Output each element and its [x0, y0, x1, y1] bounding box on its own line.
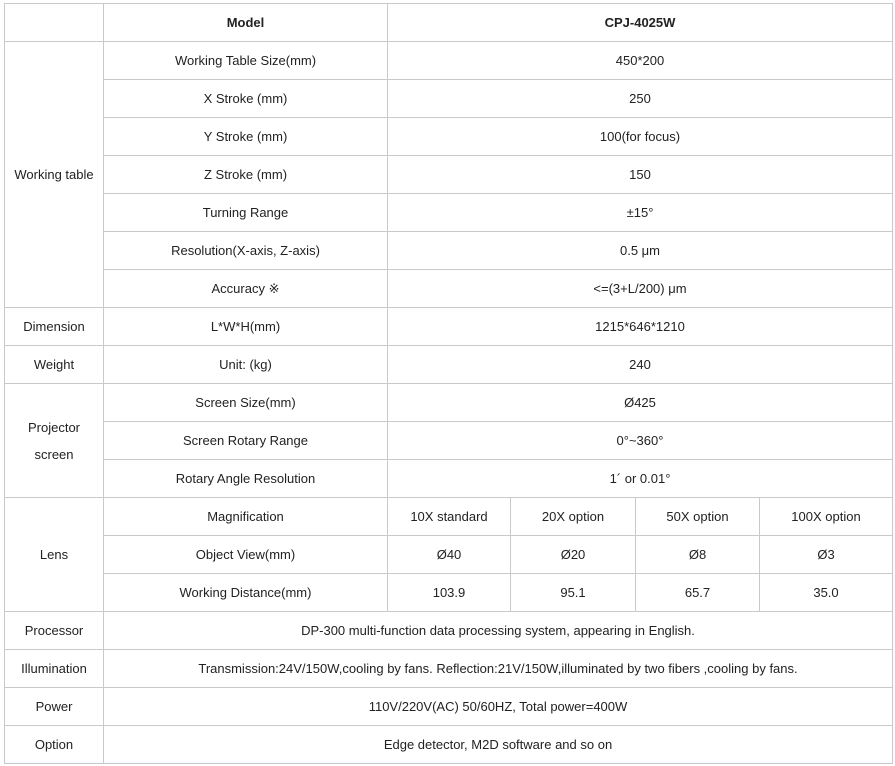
table-row	[5, 42, 893, 80]
category-illumination: Illumination	[5, 650, 104, 688]
model-value: CPJ-4025W	[388, 4, 893, 42]
category-lens: Lens	[5, 498, 104, 612]
category-option: Option	[5, 726, 104, 764]
lens-cell: 103.9	[388, 574, 511, 612]
spec-label: Object View(mm)	[104, 536, 388, 574]
table-row	[5, 118, 893, 156]
spec-label: Working Distance(mm)	[104, 574, 388, 612]
table-row	[5, 270, 893, 308]
spec-value: 110V/220V(AC) 50/60HZ, Total power=400W	[104, 688, 893, 726]
lens-cell: 35.0	[760, 574, 893, 612]
category-projector-screen: Projector screen	[5, 384, 104, 498]
table-row-processor	[5, 612, 893, 650]
spec-label: Rotary Angle Resolution	[104, 460, 388, 498]
spec-label: Magnification	[104, 498, 388, 536]
table-row	[5, 232, 893, 270]
spec-value: Transmission:24V/150W,cooling by fans. Reflection:21V/150W,illuminated by two fibers ,cooling by fans.	[104, 650, 893, 688]
lens-cell: Ø3	[760, 536, 893, 574]
lens-cell: 50X option	[636, 498, 760, 536]
table-row	[5, 194, 893, 232]
spec-value: 1215*646*1210	[388, 308, 893, 346]
spec-value: 1´ or 0.01°	[388, 460, 893, 498]
spec-label: L*W*H(mm)	[104, 308, 388, 346]
lens-cell: Ø8	[636, 536, 760, 574]
category-working-table: Working table	[5, 42, 104, 308]
table-row-model	[5, 4, 893, 42]
model-label: Model	[104, 4, 388, 42]
spec-value: 100(for focus)	[388, 118, 893, 156]
category-dimension: Dimension	[5, 308, 104, 346]
spec-label: Turning Range	[104, 194, 388, 232]
spec-label: Working Table Size(mm)	[104, 42, 388, 80]
category-power: Power	[5, 688, 104, 726]
spec-value: 0°~360°	[388, 422, 893, 460]
table-row-dimension	[5, 308, 893, 346]
category-processor: Processor	[5, 612, 104, 650]
spec-label: Z Stroke (mm)	[104, 156, 388, 194]
table-row	[5, 80, 893, 118]
spec-value: 150	[388, 156, 893, 194]
lens-cell: 100X option	[760, 498, 893, 536]
table-row	[5, 536, 893, 574]
spec-label: X Stroke (mm)	[104, 80, 388, 118]
lens-cell: Ø40	[388, 536, 511, 574]
spec-label: Resolution(X-axis, Z-axis)	[104, 232, 388, 270]
spec-value: Ø425	[388, 384, 893, 422]
spec-value: 450*200	[388, 42, 893, 80]
spec-label: Screen Size(mm)	[104, 384, 388, 422]
table-row-power	[5, 688, 893, 726]
table-row	[5, 574, 893, 612]
spec-label: Screen Rotary Range	[104, 422, 388, 460]
lens-cell: Ø20	[511, 536, 636, 574]
spec-table	[4, 3, 893, 764]
spec-value: 250	[388, 80, 893, 118]
table-row-weight	[5, 346, 893, 384]
table-row	[5, 460, 893, 498]
spec-label: Unit: (kg)	[104, 346, 388, 384]
table-row	[5, 156, 893, 194]
spec-value: ±15°	[388, 194, 893, 232]
spec-label: Y Stroke (mm)	[104, 118, 388, 156]
table-row-illumination	[5, 650, 893, 688]
table-row	[5, 422, 893, 460]
spec-label: Accuracy ※	[104, 270, 388, 308]
category-cell-empty	[5, 4, 104, 42]
lens-cell: 10X standard	[388, 498, 511, 536]
lens-cell: 65.7	[636, 574, 760, 612]
category-weight: Weight	[5, 346, 104, 384]
spec-value: Edge detector, M2D software and so on	[104, 726, 893, 764]
table-row-option	[5, 726, 893, 764]
table-row	[5, 384, 893, 422]
spec-value: 0.5 μm	[388, 232, 893, 270]
lens-cell: 95.1	[511, 574, 636, 612]
spec-value: 240	[388, 346, 893, 384]
table-row	[5, 498, 893, 536]
spec-value: DP-300 multi-function data processing system, appearing in English.	[104, 612, 893, 650]
spec-value: <=(3+L/200) μm	[388, 270, 893, 308]
lens-cell: 20X option	[511, 498, 636, 536]
